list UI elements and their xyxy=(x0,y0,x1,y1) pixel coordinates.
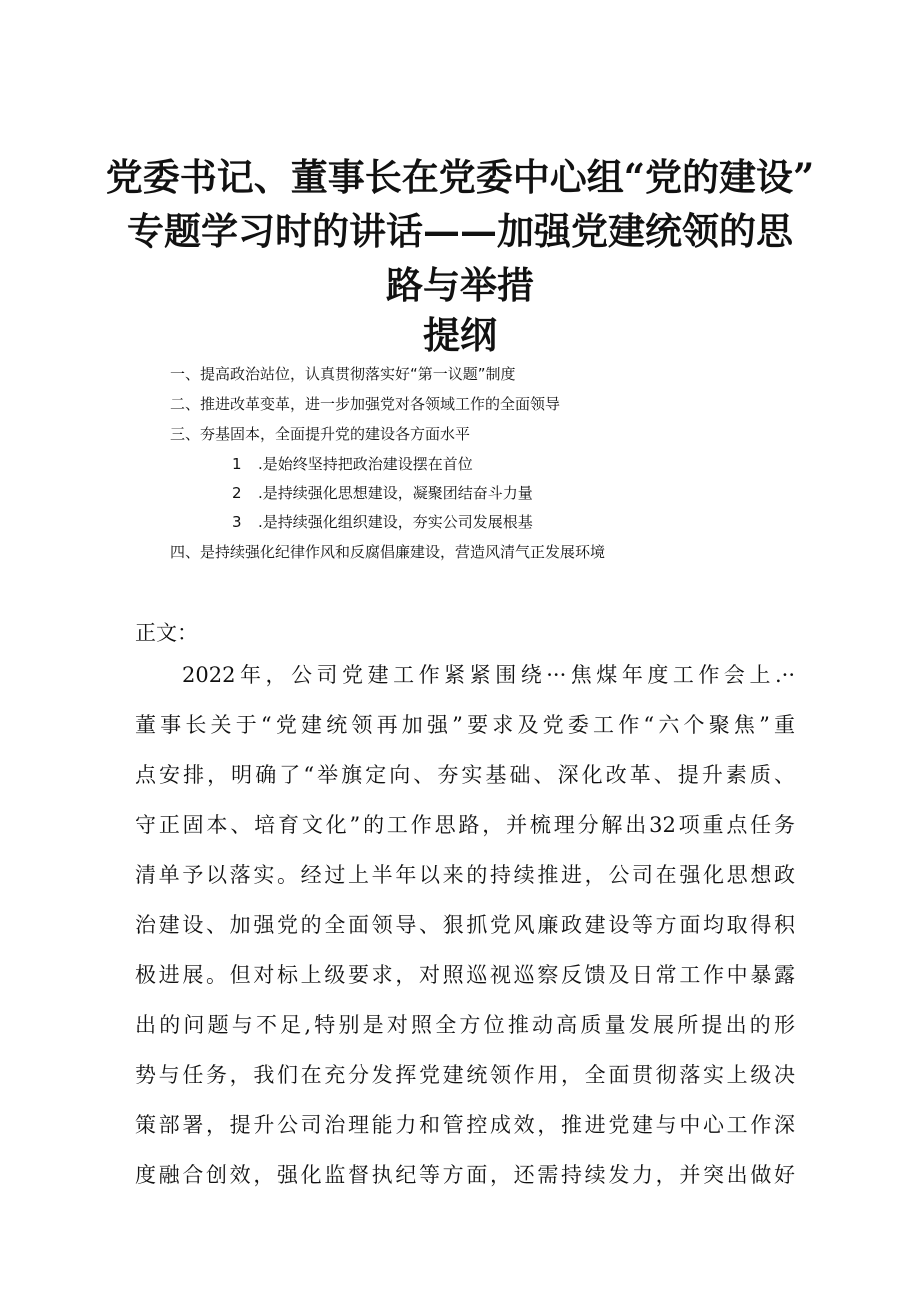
outline-item-3: 三、夯基固本，全面提升党的建设各方面水平 xyxy=(170,425,471,443)
subitem-text: .是持续强化思想建设，凝聚团结奋斗力量 xyxy=(258,484,533,502)
body-line: 2022年，公司党建工作紧紧围绕···焦煤年度工作会上.·· xyxy=(182,663,795,687)
subitem-number: 1 xyxy=(232,455,242,473)
body-line: 守正固本、培育文化”的工作思路，并梳理分解出32项重点任务 xyxy=(135,813,795,837)
body-line: 度融合创效，强化监督执纪等方面，还需持续发力，并突出做好 xyxy=(135,1163,795,1187)
subitem-number: 2 xyxy=(232,484,242,502)
outline-item-1: 一、提高政治站位，认真贯彻落实好“第一议题”制度 xyxy=(170,365,516,383)
outline-subitem-2 xyxy=(232,483,533,503)
body-line: 治建设、加强党的全面领导、狠抓党风廉政建设等方面均取得积 xyxy=(135,913,795,937)
body-line: 清单予以落实。经过上半年以来的持续推进，公司在强化思想政 xyxy=(135,863,795,887)
body-line: 极进展。但对标上级要求，对照巡视巡察反馈及日常工作中暴露 xyxy=(135,963,795,987)
outline-item-4: 四、是持续强化纪律作风和反腐倡廉建设，营造风清气正发展环境 xyxy=(170,543,606,561)
subitem-text: .是始终坚持把政治建设摆在首位 xyxy=(258,455,473,473)
outline-subitem-3 xyxy=(232,512,533,532)
body-line: 势与任务，我们在充分发挥党建统领作用，全面贯彻落实上级决 xyxy=(135,1063,795,1087)
outline-heading: 提纲 xyxy=(423,313,497,357)
body-line: 策部署，提升公司治理能力和管控成效，推进党建与中心工作深 xyxy=(135,1113,795,1137)
subitem-number: 3 xyxy=(232,513,242,531)
body-line: 点安排，明确了“举旗定向、夯实基础、深化改革、提升素质、 xyxy=(135,763,795,787)
title-line-2: 专题学习时的讲话——加强党建统领的思 xyxy=(127,209,793,253)
title-line-3: 路与举措 xyxy=(386,263,534,307)
body-label: 正文： xyxy=(135,621,198,645)
title-line-1: 党委书记、董事长在党委中心组“党的建设” xyxy=(105,155,815,199)
body-line: 出的问题与不足,特别是对照全方位推动高质量发展所提出的形 xyxy=(135,1013,795,1037)
subitem-text: .是持续强化组织建设，夯实公司发展根基 xyxy=(258,513,533,531)
body-line: 董事长关于“党建统领再加强”要求及党委工作“六个聚焦”重 xyxy=(135,713,795,737)
outline-item-2: 二、推进改革变革，进一步加强党对各领域工作的全面领导 xyxy=(170,395,561,413)
outline-subitem-1 xyxy=(232,454,473,474)
